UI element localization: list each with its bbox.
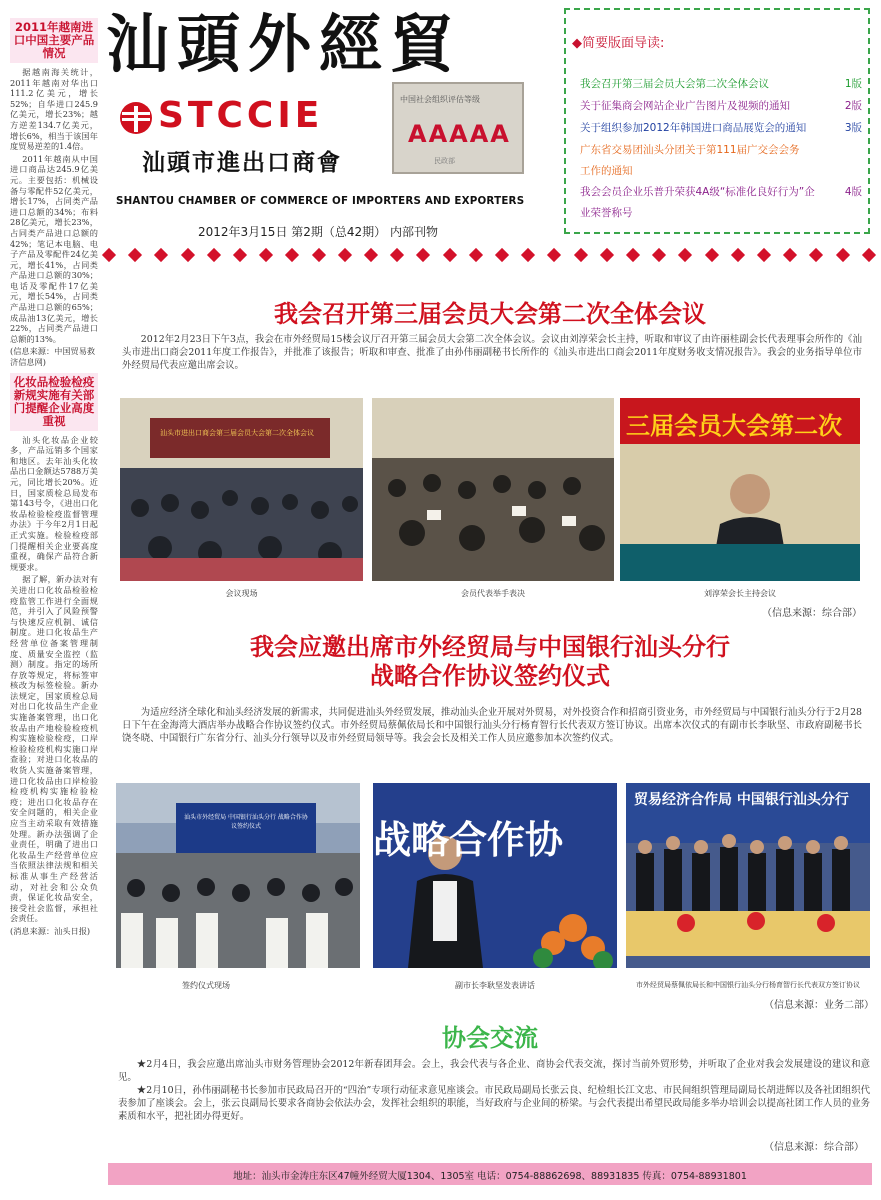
diamond-ornament [757, 248, 771, 262]
photo-caption: 市外经贸局蔡佩依局长和中国银行汕头分行杨育智行长代表双方签订协议 [636, 981, 860, 989]
organization-name-english: SHANTOU CHAMBER OF COMMERCE OF IMPORTERS AND EXPORTERS [116, 195, 525, 207]
footer-bar [108, 1163, 872, 1185]
article3-paragraph: ★2月4日，我会应邀出席汕头市财务管理协会2012年新春团拜会。会上，我会代表与各企业、商协会代表交流，探讨当前外贸形势，并听取了企业对我会发展建设的建议和意见。 [118, 1059, 870, 1083]
diamond-ornament [495, 248, 509, 262]
left-story2-body [10, 435, 98, 924]
photo-banner-text: 贸易经济合作局 中国银行汕头分行 [634, 792, 849, 808]
diamond-ornament [259, 248, 273, 262]
diamond-ornament [678, 248, 692, 262]
guide-item-text: 广东省交易团汕头分团关于第111届广交会会务工作的通知 [580, 144, 800, 177]
diamond-ornament [809, 248, 823, 262]
photo-caption: 会员代表举手表决 [461, 589, 525, 598]
article1-source: （信息来源：综合部） [762, 608, 862, 619]
left-story1-source: (信息来源：中国贸易救济信息网) [10, 346, 96, 368]
photo-banner-text: 三届会员大会第二次 [626, 412, 842, 440]
newspaper-title: 汕頭外經貿 [106, 7, 461, 81]
photo-banner-text: 汕头市进出口商会第三届会员大会第二次全体会议 [160, 429, 314, 437]
diamond-ornament [862, 248, 876, 262]
guide-item[interactable] [580, 118, 862, 139]
photo-voting [372, 398, 614, 581]
diamond-ornament [574, 248, 588, 262]
diamond-ornament [705, 248, 719, 262]
diamond-ornament [652, 248, 666, 262]
logo-text: STCCIE [158, 95, 324, 136]
photo-banner-text: 战略合作协 [373, 818, 564, 862]
logo-mark-icon [118, 100, 154, 136]
photo-caption: 副市长李耿坚发表讲话 [455, 981, 535, 990]
left-story1-body [10, 67, 98, 344]
diamond-ornament [731, 248, 745, 262]
organization-name: 汕頭市進出口商會 [142, 149, 342, 176]
guide-item-page: 1版 [844, 78, 862, 90]
guide-item[interactable] [580, 96, 862, 117]
diamond-ornament [836, 248, 850, 262]
photo-vice-mayor-speech [373, 783, 617, 968]
article2-body [122, 706, 862, 745]
photo-signing [626, 783, 870, 968]
photo-caption: 签约仪式现场 [182, 981, 230, 990]
photo-caption: 会议现场 [225, 589, 258, 598]
guide-item[interactable] [580, 182, 862, 224]
plaque-top-text: 中国社会组织评估等级 [400, 95, 480, 104]
diamond-ornament [600, 248, 614, 262]
guide-item-text: 关于组织参加2012年韩国进口商品展览会的通知 [580, 122, 807, 134]
left-story2-heading: 化妆品检验检疫新规实施有关部门提醒企业高度重视 [10, 373, 98, 431]
article2-paragraph: 为适应经济全球化和汕头经济发展的新需求，共同促进汕头外经贸发展，推动汕头企业开展对外贸易，对外投资合作和招商引资业务，市外经贸局与中国银行汕头分行于2月28日下午在金海湾大酒店举办战略合作协议签约仪式。市外经贸局蔡佩依局长和中国银行汕头分行杨育智行长代表双方签订协议。出席本次仪式的有副市长李耿坚、市政府副秘书长饶冬晓、中国银行广东省分行、汕头分行领导以及市外经贸局领导等。我会会长及相关工作人员应邀参加本次签约仪式。 [122, 707, 862, 744]
article3-paragraph: ★2月10日，孙伟丽副秘书长参加市民政局召开的“四治”专项行动征求意见座谈会。市民政局副局长张云良、纪检组长江文忠、市民间组织管理局副局长胡进辉以及各社团组织代表参加了座谈会。会上，张云良副局长要求各商协会依法办会，发挥社会组织的职能，当好政府与企业间的桥梁。与会代表提出希望民政局能多举办培训会以提高社团工作人员的业务素质和水平，把社团办得更好。 [118, 1085, 870, 1122]
left-story2-para: 汕头化妆品企业较多，产品远销多个国家和地区。去年汕头化妆品出口金额达5788万美元，同比增长20%。近日，国家质检总局发布第143号令，《进出口化妆品检验检疫监督管理办法》于今年2月1日起正式实施。检验检疫部门提醒相关企业要高度重视，确保产品符合新规要求。 [10, 434, 98, 572]
diamond-ornament [443, 248, 457, 262]
diamond-ornament [102, 248, 116, 262]
left-story1-para: 2011年越南从中国进口商品达245.9亿美元。主要包括：机械设备与零配件52亿美元，增长17%，占同类产品进口总额的34%；布料28亿美元，增长23%，占同类产品进口总额的42%；笔记本电脑、电子产品及零配件24亿美元，增长41%，占同类产品进口总额的30%；电话及零配件17亿美元，增长54%，占同类产品进口总额的65%；成品油13亿美元，增长22%，占同类产品进口总额的13%。 [10, 153, 98, 344]
diamond-ornament [312, 248, 326, 262]
plaque-grade: AAAAA [408, 120, 511, 148]
diamond-ornament [469, 248, 483, 262]
diamond-ornament [783, 248, 797, 262]
left-story1-para: 据越南海关统计，2011年越南对华出口111.2亿美元，增长52%；自华进口245.9亿美元，增长23%；越方逆差134.7亿美元，增长6%，相当于该国年度贸易逆差的1.4倍。 [10, 67, 98, 152]
guide-item-page: 4版 [844, 186, 862, 198]
photo-caption: 刘淳荣会长主持会议 [704, 589, 776, 598]
diamond-ornament [338, 248, 352, 262]
left-story1-heading: 2011年越南进口中国主要产品情况 [10, 18, 98, 63]
left-story2-para: 据了解，新办法对有关进出口化妆品检验检疫监管工作进行全面规范，并引入了风险预警与快速反应机制、诚信制度。进口化妆品生产经营单位备案管理制度、质量安全监控（监测）制度。指定的场所存放等规定，将标签审核改为标签检验。新办法规定，国家质检总局对出口化妆品生产企业实施备案管理，出口化妆品由产地检验检疫机构实施检验检疫，口岸检验检疫机构实施口岸查验；对进口化妆品的收货人实施备案管理，进口化妆品由口岸检验检疫机构实施检验检疫；进出口化妆品存在安全问题的，相关企业应当主动采取有效措施处理。新办法强调了企业责任，明确了进出口化妆品生产经营单位应当依照法律法规和相关标准从事生产经营活动，对社会和公众负责，保证化妆品安全，接受社会监督，承担社会责任。 [10, 574, 98, 924]
guide-item-text: 我会召开第三届会员大会第二次全体会议 [580, 78, 769, 90]
article2-title-line1: 我会应邀出席市外经贸局与中国银行汕头分行 [250, 633, 730, 661]
guide-item[interactable] [580, 74, 862, 95]
diamond-ornament [390, 248, 404, 262]
diamond-divider [100, 248, 870, 264]
article3-source: （信息来源：综合部） [764, 1142, 864, 1153]
diamond-ornament [207, 248, 221, 262]
article1-title: 我会召开第三届会员大会第二次全体会议 [274, 300, 706, 328]
plaque-bottom-text: 民政部 [434, 157, 455, 165]
guide-item-page: 3版 [844, 122, 862, 134]
article2-title [108, 633, 872, 691]
article2-title-line2: 战略合作协议签约仪式 [370, 662, 610, 690]
article1-paragraph: 2012年2月23日下午3点，我会在市外经贸局15楼会议厅召开第三届会员大会第二次全体会议。会议由刘淳荣会长主持，听取和审议了由许丽桂副会长代表理事会所作的《汕头市进出口商会2011年度工作报告》，并批准了该报告；听取和审查、批准了由孙伟丽副秘书长所作的《汕头市进出口商会2011年度财务收支情况报告》。我会的业务指导单位市外经贸局代表应邀出席会议。 [122, 334, 862, 371]
left-story2-source: (消息来源：汕头日报) [10, 925, 91, 936]
photo-meeting-venue [120, 398, 363, 581]
diamond-ornament [364, 248, 378, 262]
diamond-ornament [128, 248, 142, 262]
issue-info: 2012年3月15日 第2期（总42期） 内部刊物 [198, 225, 438, 239]
diamond-ornament [521, 248, 535, 262]
guide-item[interactable] [580, 140, 862, 182]
article3-title: 协会交流 [442, 1024, 538, 1052]
diamond-ornament [626, 248, 640, 262]
guide-item-text: 我会会员企业乐普升荣获4A级“标准化良好行为”企业荣誉称号 [580, 186, 815, 219]
photo-chairman [620, 398, 860, 581]
diamond-ornament [154, 248, 168, 262]
guide-heading: ◆简要版面导读: [572, 36, 665, 51]
diamond-ornament [416, 248, 430, 262]
photo-banner-text: 汕头市外经贸局 中国银行汕头分行 战略合作协议签约仪式 [184, 814, 308, 830]
article3-body [118, 1058, 870, 1123]
diamond-ornament [181, 248, 195, 262]
diamond-ornament [285, 248, 299, 262]
article1-body [122, 333, 862, 372]
guide-item-page: 2版 [844, 100, 862, 112]
photo-signing-venue [116, 783, 360, 968]
aaaaa-plaque [392, 82, 524, 174]
contents-guide-box [564, 8, 870, 234]
left-column [10, 18, 98, 1178]
article2-source: （信息来源：业务二部） [764, 1000, 874, 1011]
guide-item-text: 关于征集商会网站企业广告图片及视频的通知 [580, 100, 790, 112]
footer-contact: 地址：汕头市金涛庄东区47幢外经贸大厦1304、1305室 电话：0754-88862698、88931835 传真：0754-88931801 [233, 1171, 747, 1182]
diamond-ornament [547, 248, 561, 262]
diamond-ornament [233, 248, 247, 262]
